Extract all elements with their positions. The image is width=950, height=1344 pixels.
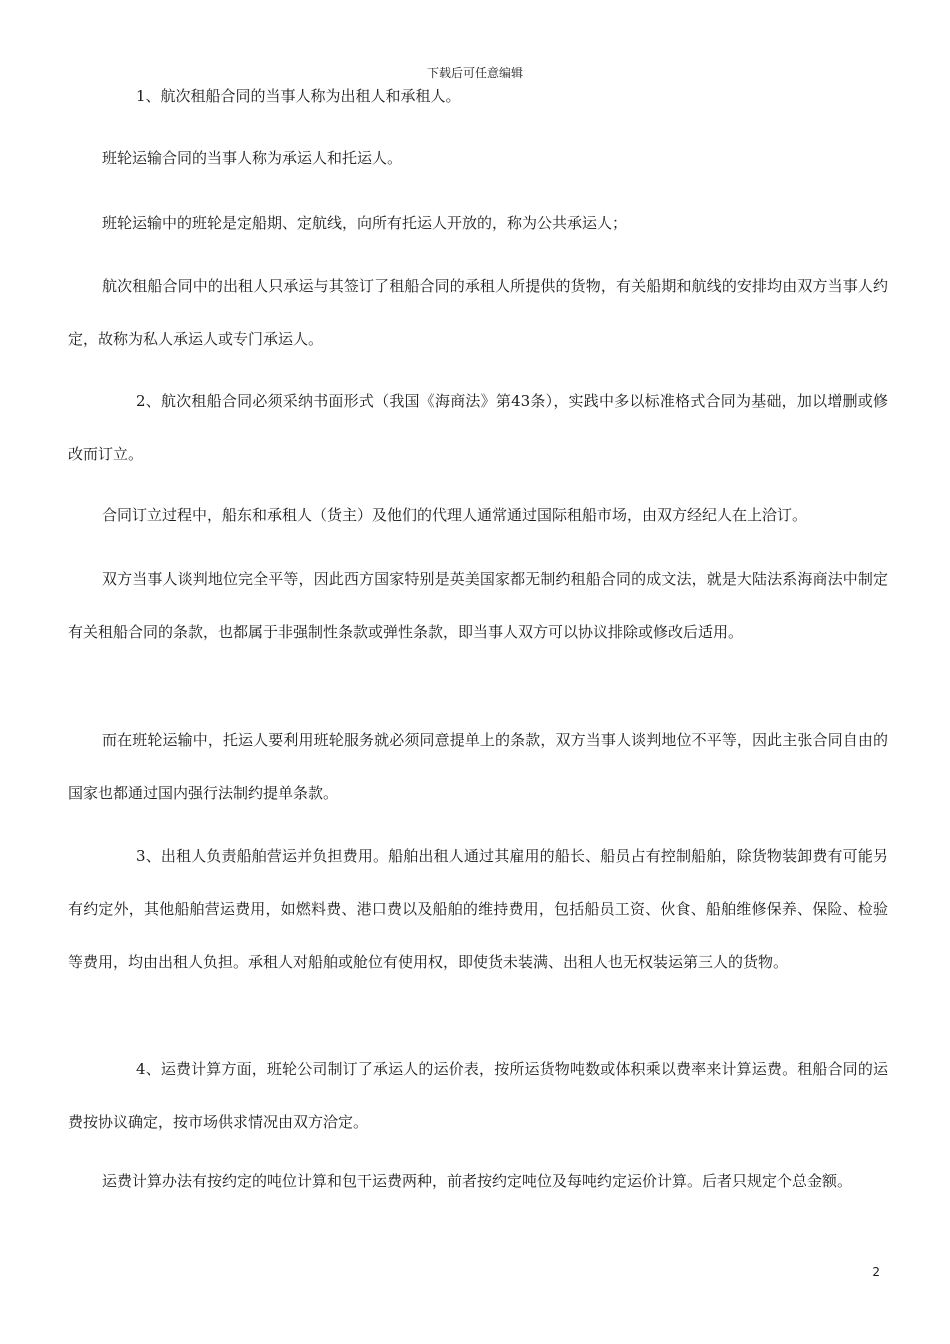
- paragraph-8: 而在班轮运输中，托运人要利用班轮服务就必须同意提单上的条款，双方当事人谈判地位不平等，因此主张合同自由的国家也都通过国内强行法制约提单条款。: [68, 731, 888, 802]
- paragraph-5: 2、航次租船合同必须采纳书面形式（我国《海商法》第43条），实践中多以标准格式合同为基础，加以增删或修改而订立。: [68, 392, 888, 463]
- page-number: 2: [872, 1265, 880, 1279]
- paragraph-6: 合同订立过程中，船东和承租人（货主）及他们的代理人通常通过国际租船市场，由双方经纪人在上洽订。: [102, 506, 808, 524]
- paragraph-1: 1、航次租船合同的当事人称为出租人和承租人。: [136, 87, 461, 105]
- paragraph-2: 班轮运输合同的当事人称为承运人和托运人。: [102, 149, 403, 167]
- paragraph-7: 双方当事人谈判地位完全平等，因此西方国家特别是英美国家都无制约租船合同的成文法，就是大陆法系海商法中制定有关租船合同的条款，也都属于非强制性条款或弹性条款，即当事人双方可以协议排除或修改后适用。: [68, 570, 888, 641]
- paragraph-9: 3、出租人负责船舶营运并负担费用。船舶出租人通过其雇用的船长、船员占有控制船舶，除货物装卸费有可能另有约定外，其他船舶营运费用，如燃料费、港口费以及船舶的维持费用，包括船员工资、伙食、船舶维修保养、保险、检验等费用，均由出租人负担。承租人对船舶或舱位有使用权，即使货未装满、出租人也无权装运第三人的货物。: [68, 847, 888, 971]
- header-note: 下载后可任意编辑: [426, 66, 523, 80]
- paragraph-3: 班轮运输中的班轮是定船期、定航线，向所有托运人开放的，称为公共承运人；: [102, 214, 628, 232]
- paragraph-11: 运费计算办法有按约定的吨位计算和包干运费两种，前者按约定吨位及每吨约定运价计算。后者只规定个总金额。: [102, 1172, 853, 1190]
- paragraph-4: 航次租船合同中的出租人只承运与其签订了租船合同的承租人所提供的货物，有关船期和航线的安排均由双方当事人约定，故称为私人承运人或专门承运人。: [68, 277, 888, 348]
- paragraph-10: 4、运费计算方面，班轮公司制订了承运人的运价表，按所运货物吨数或体积乘以费率来计算运费。租船合同的运费按协议确定，按市场供求情况由双方洽定。: [68, 1060, 888, 1131]
